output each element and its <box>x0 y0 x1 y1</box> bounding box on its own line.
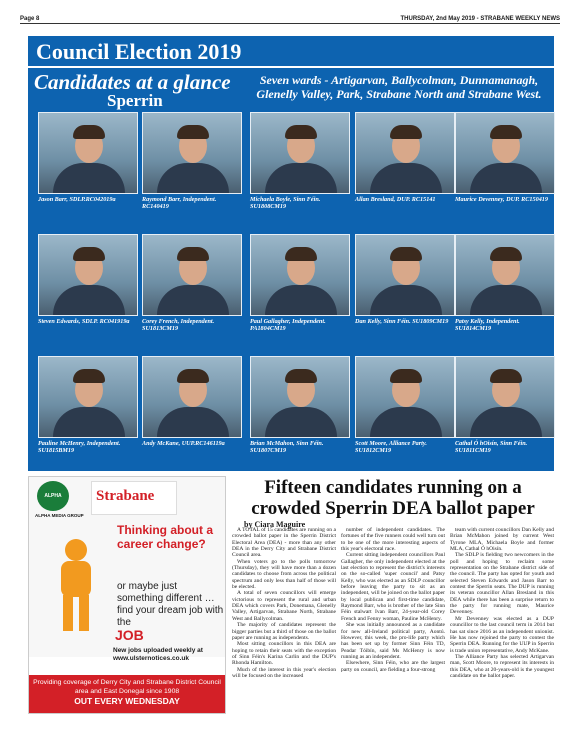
candidate-card <box>250 356 350 454</box>
candidate-photo <box>142 234 242 316</box>
article-paragraph: A TOTAL of 15 candidates are running on a crowded ballot paper in the Sperrin District Electoral Area (DEA) - more than any other DEA in the Derry City and Strabane District Council area. <box>232 527 336 559</box>
candidate-caption: Raymond Barr, Independent. RC140419 <box>142 196 217 210</box>
candidate-caption: Andy McKane, UUP.RC146119a <box>142 440 225 447</box>
candidate-caption: Dan Kelly, Sinn Féin. SU1809CM19 <box>355 318 449 325</box>
candidate-photo <box>142 112 242 194</box>
candidate-caption: Steven Edwards, SDLP. RC041919a <box>38 318 130 325</box>
article-paragraph: number of independent candidates. The fortunes of the five runners could well turn out to be one of the more interesting aspects of this year's electoral race. <box>341 527 445 553</box>
candidate-photo <box>355 356 455 438</box>
alpha-logo-sub: ALPHA MEDIA GROUP <box>35 513 84 518</box>
candidate-photo <box>38 112 138 194</box>
article-column-3 <box>450 527 554 719</box>
article-paragraph: Most sitting councillors in this DEA are hoping to retain their seats with the exception of Sinn Féin's Karina Carlin and the DUP's Rhonda Hamilton. <box>232 641 336 667</box>
advert-website[interactable]: New jobs uploaded weekly at www.ulsternotices.co.uk <box>113 647 203 662</box>
page-number: Page 8 <box>20 16 40 22</box>
candidate-card <box>38 356 138 454</box>
candidate-photo <box>355 234 455 316</box>
advert-footer <box>29 675 225 713</box>
advert-job-word: JOB <box>115 627 144 643</box>
candidate-photo <box>250 356 350 438</box>
candidate-card <box>142 356 242 447</box>
candidate-caption: Pauline McHenry, Independent. SU1815BM19 <box>38 440 121 454</box>
advert-subline: or maybe just something different …find your dream job with the <box>117 581 224 628</box>
newspaper-image <box>91 481 177 515</box>
newspaper-name: Strabane <box>96 488 155 504</box>
article-paragraph: She was initially announced as a candidate for new all-Ireland political party, Aontú. However, this week, the pro-life party which has been set up by former Sinn Féin TD, Peadar Tóibín, said Ms McHenry is now running as an independent. <box>341 622 445 660</box>
article-paragraph: Mr Devenney was elected as a DUP councillor to the last council term in 2014 but has sat since 2016 as an independent unionist. He has now rejoined the party to contest the Sperrin DEA. Running for the UUP in Sperrin is trade union representative, Andy McKane. <box>450 615 554 654</box>
candidate-card <box>355 112 455 203</box>
panel-title: Council Election 2019 <box>36 39 242 64</box>
career-advert[interactable] <box>28 476 226 714</box>
figure-illustration <box>43 539 103 639</box>
article-headline: Fifteen candidates running on a crowded Sperrin DEA ballot paper <box>251 477 535 519</box>
page-header <box>20 12 560 24</box>
article-paragraph: The majority of candidates represent the bigger parties but a third of those on the ballot paper are running as independents. <box>232 622 336 641</box>
candidate-caption: Maurice Devenney, DUP. RC150419 <box>455 196 548 203</box>
candidate-card <box>38 234 138 325</box>
candidate-caption: Brian McMahon, Sinn Féin. SU1807CM19 <box>250 440 324 454</box>
candidate-card <box>455 112 555 203</box>
article-body <box>232 527 554 719</box>
candidate-caption: Allan Bresland, DUP. RC15141 <box>355 196 436 203</box>
article-paragraph: Current sitting independent councillors Paul Gallagher, the only independent elected at the last election to represent the district's interests on the so-called 'super council' and Patsy Kelly, who was elected as an SDLP councillor before leaving the party to sit as an independent, will be joined on the ballot paper by local publican and first-time candidate, Raymond Barr, who is brother of the late Sinn Féin stalwart Ivan Barr, 24-year-old Corey French and Fenny woman, Pauline McHenry. <box>341 552 445 622</box>
candidate-photo <box>455 356 555 438</box>
candidate-card <box>355 234 455 325</box>
candidate-card <box>250 112 350 210</box>
candidate-photo <box>355 112 455 194</box>
candidate-caption: Patsy Kelly, Independent. SU1814CM19 <box>455 318 520 332</box>
candidate-card <box>142 112 242 210</box>
article-paragraph: A total of seven councillors will emerge victorious to represent the rural and urban DEA which covers Park, Donemana, Glenelly Valley, Artigarvan, Strabane North, Strabane West and Ballycolman. <box>232 590 336 622</box>
masthead-date: THURSDAY, 2nd May 2019 - STRABANE WEEKLY NEWS <box>400 16 560 22</box>
advert-weekly: OUT EVERY WEDNESDAY <box>74 696 180 706</box>
panel-divider <box>28 66 554 68</box>
article-column-1 <box>232 527 336 719</box>
candidate-photo <box>250 234 350 316</box>
candidate-photo <box>38 234 138 316</box>
candidate-card <box>142 234 242 332</box>
candidate-card <box>455 234 555 332</box>
candidate-photo <box>250 112 350 194</box>
article-paragraph: team with current councillors Dan Kelly and Brian McMahon joined by current West Tyrone MLA, Michaela Boyle and former MLA, Cathal Ó hOisín. <box>450 527 554 553</box>
panel-wards: Seven wards - Artigarvan, Ballycolman, Dunnamanagh, Glenelly Valley, Park, Strabane North and Strabane West. <box>256 73 542 101</box>
advert-headline: Thinking about a career change? <box>117 523 213 551</box>
candidate-caption: Scott Moore, Alliance Party. SU1812CM19 <box>355 440 427 454</box>
article-column-2 <box>341 527 445 719</box>
panel-subtitle: Candidates at a glance <box>34 70 231 94</box>
candidate-caption: Corey French, Independent. SU1813CM19 <box>142 318 215 332</box>
advert-coverage: Providing coverage of Derry City and Strabane District Council area and East Donegal since 1908 <box>33 679 221 695</box>
article-byline: by Ciara Maguire <box>244 520 306 529</box>
article-paragraph: When voters go to the polls tomorrow (Thursday), they will have more than a dozen candidates to choose from across the political spectrum and only less than half of those will be elected. <box>232 558 336 591</box>
candidate-caption: Michaela Boyle, Sinn Féin. SU1808CM19 <box>250 196 321 210</box>
candidate-card <box>250 234 350 332</box>
panel-area: Sperrin <box>107 91 163 110</box>
candidate-card <box>355 356 455 454</box>
article-paragraph: The Alliance Party has selected Artigarvan man, Scott Moore, to represent its interests in this DEA, who at 20-years-old is the youngest candidate on the ballot paper. <box>450 653 554 679</box>
candidate-caption: Cathal Ó hOisín, Sinn Féin. SU1811CM19 <box>455 440 528 454</box>
candidate-card <box>38 112 138 203</box>
candidate-caption: Paul Gallagher, Independent. PA1804CM19 <box>250 318 326 332</box>
candidate-card <box>455 356 555 454</box>
candidate-caption: Jason Barr, SDLP.RC042019a <box>38 196 116 203</box>
candidate-photo <box>142 356 242 438</box>
candidate-photo <box>455 112 555 194</box>
alpha-logo: ALPHA <box>37 481 69 511</box>
article-paragraph: The SDLP is fielding two newcomers in the poll and hoping to reclaim some representation on the Strabane district side of the council. The party has opted for youth and selected Steven Edwards and Jason Barr to contest the Sperrin seats. The DUP is running its veteran councillor Allan Bresland in this DEA while there has been a surprise return to the party for running mate, Maurice Devenney. <box>450 552 554 616</box>
article-paragraph: Elsewhere, Sinn Féin, who are the largest party on council, are fielding a four-strong <box>341 660 445 673</box>
candidate-photo <box>38 356 138 438</box>
article-paragraph: Much of the interest in this year's election will be focused on the increased <box>232 666 336 679</box>
candidate-photo <box>455 234 555 316</box>
